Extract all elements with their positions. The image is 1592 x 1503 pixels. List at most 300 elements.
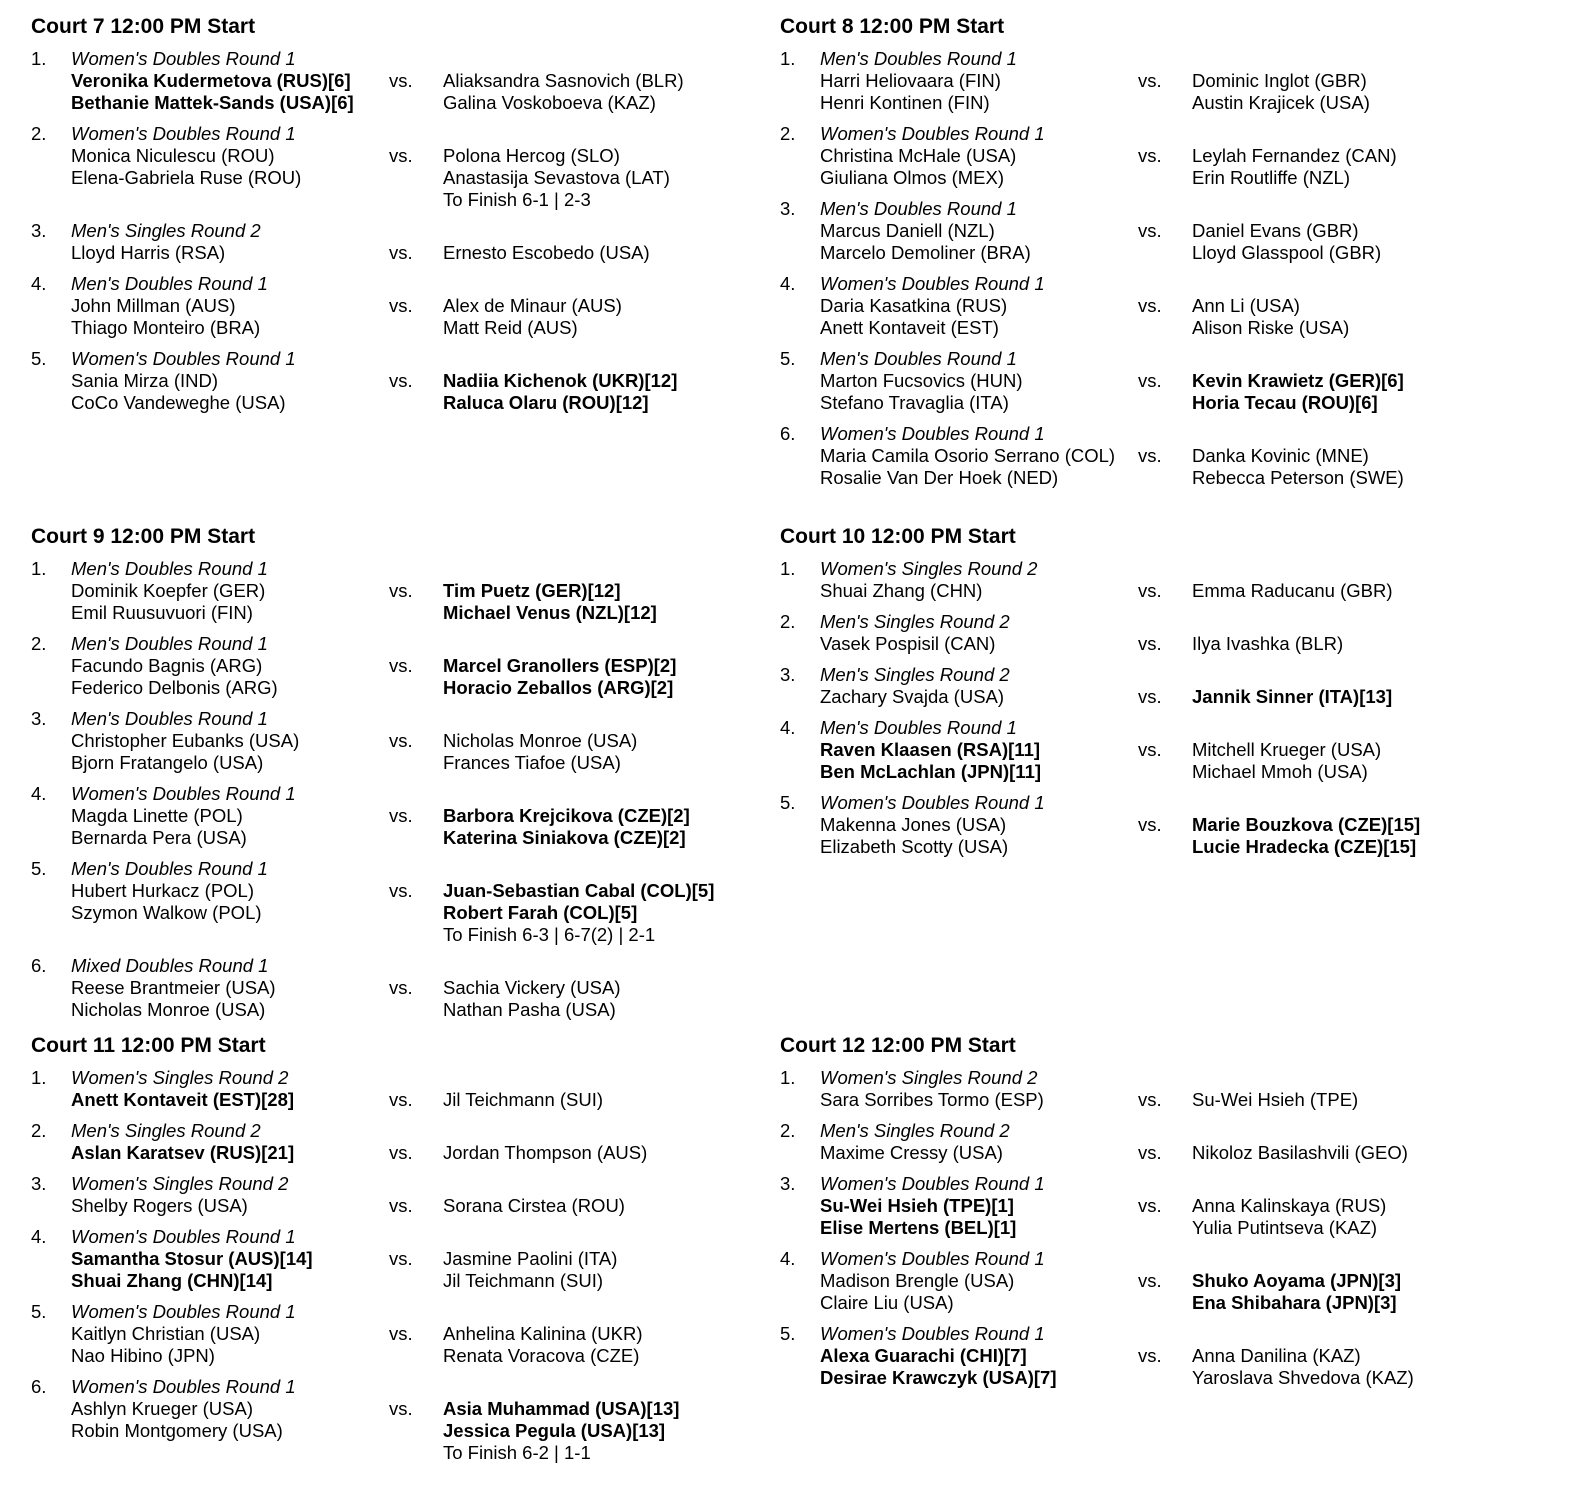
match-entry (31, 558, 791, 624)
match-entry (31, 1376, 791, 1464)
player-name: Yulia Putintseva (KAZ) (1192, 1217, 1378, 1238)
player-name: Barbora Krejcikova (CZE)[2] (443, 805, 690, 826)
team-two (1192, 633, 1343, 655)
player-name: Anett Kontaveit (EST)[28] (71, 1089, 295, 1110)
match-number: 4. (31, 273, 47, 294)
player-name: Vasek Pospisil (CAN) (820, 633, 996, 654)
match-round: Men's Doubles Round 1 (71, 273, 268, 294)
match-round: Women's Doubles Round 1 (820, 1323, 1045, 1344)
versus-label: vs. (389, 145, 413, 166)
team-two (1192, 1345, 1414, 1389)
team-two (443, 1248, 617, 1292)
match-round: Women's Doubles Round 1 (820, 792, 1045, 813)
player-name: Christina McHale (USA) (820, 145, 1017, 166)
player-name: Nao Hibino (JPN) (71, 1345, 215, 1366)
match-number: 3. (31, 1173, 47, 1194)
match-number: 5. (31, 348, 47, 369)
match-entry (780, 123, 1540, 189)
match-number: 4. (780, 717, 796, 738)
player-name: Alex de Minaur (AUS) (443, 295, 622, 316)
player-name: Bernarda Pera (USA) (71, 827, 247, 848)
team-one (820, 580, 982, 602)
player-name: Jannik Sinner (ITA)[13] (1192, 686, 1393, 707)
match-entry (31, 1226, 791, 1292)
team-two (1192, 580, 1392, 602)
match-entry (31, 783, 791, 849)
player-name: Leylah Fernandez (CAN) (1192, 145, 1397, 166)
player-name: Michael Mmoh (USA) (1192, 761, 1368, 782)
team-one (71, 1248, 313, 1292)
player-name: Marcelo Demoliner (BRA) (820, 242, 1031, 263)
versus-label: vs. (1138, 1142, 1162, 1163)
team-two (443, 730, 637, 774)
match-round: Men's Doubles Round 1 (820, 198, 1017, 219)
player-name: Claire Liu (USA) (820, 1292, 954, 1313)
match-number: 1. (31, 558, 47, 579)
team-two (443, 145, 670, 211)
player-name: Sachia Vickery (USA) (443, 977, 621, 998)
player-name: Erin Routliffe (NZL) (1192, 167, 1350, 188)
player-name: Ann Li (USA) (1192, 295, 1300, 316)
match-entry (780, 198, 1540, 264)
player-name: Stefano Travaglia (ITA) (820, 392, 1009, 413)
player-name: Maxime Cressy (USA) (820, 1142, 1003, 1163)
team-two (1192, 445, 1404, 489)
versus-label: vs. (389, 1248, 413, 1269)
match-round: Men's Singles Round 2 (820, 664, 1010, 685)
match-entry (780, 611, 1540, 655)
match-number: 6. (31, 955, 47, 976)
player-name: Marie Bouzkova (CZE)[15] (1192, 814, 1421, 835)
match-entry (31, 1301, 791, 1367)
player-name: Tim Puetz (GER)[12] (443, 580, 621, 601)
match-entry (31, 273, 791, 339)
team-one (820, 1195, 1016, 1239)
match-number: 1. (780, 1067, 796, 1088)
match-entry (31, 123, 791, 211)
team-one (71, 1195, 248, 1217)
versus-label: vs. (389, 580, 413, 601)
match-round: Women's Doubles Round 1 (71, 783, 296, 804)
team-two (1192, 1089, 1358, 1111)
match-round: Women's Singles Round 2 (71, 1067, 289, 1088)
player-name: Hubert Hurkacz (POL) (71, 880, 254, 901)
team-two (1192, 1195, 1386, 1239)
match-number: 2. (780, 1120, 796, 1141)
team-one (820, 145, 1016, 189)
player-name: Daniel Evans (GBR) (1192, 220, 1359, 241)
match-round: Women's Doubles Round 1 (820, 273, 1045, 294)
player-name: Jasmine Paolini (ITA) (443, 1248, 618, 1269)
match-round: Men's Doubles Round 1 (71, 858, 268, 879)
player-name: Sania Mirza (IND) (71, 370, 218, 391)
match-round: Mixed Doubles Round 1 (71, 955, 269, 976)
player-name: Su-Wei Hsieh (TPE) (1192, 1089, 1359, 1110)
match-number: 3. (780, 198, 796, 219)
match-number: 5. (780, 348, 796, 369)
team-one (820, 1089, 1044, 1111)
match-entry (780, 717, 1540, 783)
versus-label: vs. (389, 1089, 413, 1110)
versus-label: vs. (1138, 633, 1162, 654)
player-name: Marcel Granollers (ESP)[2] (443, 655, 677, 676)
match-round: Women's Doubles Round 1 (71, 1226, 296, 1247)
match-entry (31, 220, 791, 264)
team-two (1192, 739, 1381, 783)
match-entry (780, 1323, 1540, 1389)
player-name: Frances Tiafoe (USA) (443, 752, 621, 773)
versus-label: vs. (1138, 220, 1162, 241)
court-block (780, 1034, 1540, 1398)
versus-label: vs. (389, 1323, 413, 1344)
court-block (780, 525, 1540, 867)
versus-label: vs. (389, 1195, 413, 1216)
player-name: Sorana Cirstea (ROU) (443, 1195, 625, 1216)
match-entry (780, 423, 1540, 489)
team-one (820, 220, 1031, 264)
team-one (71, 370, 286, 414)
player-name: Nadiia Kichenok (UKR)[12] (443, 370, 678, 391)
player-name: Mitchell Krueger (USA) (1192, 739, 1382, 760)
player-name: Marton Fucsovics (HUN) (820, 370, 1023, 391)
player-name: Lucie Hradecka (CZE)[15] (1192, 836, 1417, 857)
team-two (1192, 370, 1404, 414)
player-name: Aliaksandra Sasnovich (BLR) (443, 70, 684, 91)
player-name: Raven Klaasen (RSA)[11] (820, 739, 1041, 760)
match-entry (780, 664, 1540, 708)
player-name: Kevin Krawietz (GER)[6] (1192, 370, 1404, 391)
versus-label: vs. (1138, 686, 1162, 707)
court-title: Court 12 12:00 PM Start (780, 1034, 1016, 1057)
player-name: Nikoloz Basilashvili (GEO) (1192, 1142, 1408, 1163)
player-name: Anna Danilina (KAZ) (1192, 1345, 1361, 1366)
match-entry (31, 348, 791, 414)
match-number: 6. (31, 1376, 47, 1397)
match-round: Men's Doubles Round 1 (820, 348, 1017, 369)
player-name: Su-Wei Hsieh (TPE)[1] (820, 1195, 1014, 1216)
player-name: Jordan Thompson (AUS) (443, 1142, 648, 1163)
versus-label: vs. (389, 70, 413, 91)
match-round: Women's Doubles Round 1 (71, 48, 296, 69)
match-number: 4. (780, 273, 796, 294)
court-title: Court 7 12:00 PM Start (31, 15, 256, 38)
match-entry (780, 1067, 1540, 1111)
team-one (71, 242, 225, 264)
match-round: Women's Doubles Round 1 (71, 123, 296, 144)
team-two (443, 1398, 679, 1464)
match-round: Women's Doubles Round 1 (71, 1376, 296, 1397)
match-status-note: To Finish 6-2 | 1-1 (443, 1442, 591, 1463)
match-round: Women's Doubles Round 1 (820, 1173, 1045, 1194)
court-title: Court 10 12:00 PM Start (780, 525, 1016, 548)
match-number: 3. (780, 664, 796, 685)
match-number: 2. (31, 123, 47, 144)
team-two (1192, 295, 1349, 339)
player-name: Juan-Sebastian Cabal (COL)[5] (443, 880, 715, 901)
match-round: Men's Doubles Round 1 (71, 708, 268, 729)
player-name: Anhelina Kalinina (UKR) (443, 1323, 643, 1344)
player-name: Raluca Olaru (ROU)[12] (443, 392, 649, 413)
player-name: CoCo Vandeweghe (USA) (71, 392, 286, 413)
player-name: Matt Reid (AUS) (443, 317, 578, 338)
team-two (1192, 145, 1397, 189)
match-round: Women's Doubles Round 1 (71, 348, 296, 369)
player-name: Shelby Rogers (USA) (71, 1195, 248, 1216)
match-round: Men's Doubles Round 1 (71, 633, 268, 654)
team-two (443, 370, 677, 414)
versus-label: vs. (1138, 370, 1162, 391)
versus-label: vs. (389, 370, 413, 391)
versus-label: vs. (389, 655, 413, 676)
team-two (443, 1089, 603, 1111)
match-number: 6. (780, 423, 796, 444)
match-entry (31, 1067, 791, 1111)
court-block (31, 15, 791, 423)
player-name: Ilya Ivashka (BLR) (1192, 633, 1344, 654)
match-round: Men's Singles Round 2 (71, 1120, 261, 1141)
team-two (443, 655, 676, 699)
versus-label: vs. (1138, 70, 1162, 91)
match-round: Men's Doubles Round 1 (820, 717, 1017, 738)
player-name: Jessica Pegula (USA)[13] (443, 1420, 666, 1441)
court-block (31, 525, 791, 1030)
team-two (443, 880, 714, 946)
versus-label: vs. (389, 1142, 413, 1163)
match-status-note: To Finish 6-1 | 2-3 (443, 189, 591, 210)
match-number: 3. (31, 220, 47, 241)
versus-label: vs. (389, 1398, 413, 1419)
team-two (1192, 814, 1420, 858)
team-two (443, 580, 657, 624)
versus-label: vs. (389, 805, 413, 826)
team-two (1192, 220, 1381, 264)
match-entry (780, 792, 1540, 858)
match-entry (31, 858, 791, 946)
versus-label: vs. (1138, 445, 1162, 466)
player-name: Madison Brengle (USA) (820, 1270, 1015, 1291)
match-number: 1. (31, 48, 47, 69)
team-one (820, 370, 1023, 414)
player-name: Magda Linette (POL) (71, 805, 243, 826)
team-two (443, 295, 622, 339)
versus-label: vs. (1138, 295, 1162, 316)
team-one (820, 1142, 1003, 1164)
player-name: Jil Teichmann (SUI) (443, 1270, 604, 1291)
versus-label: vs. (1138, 1345, 1162, 1366)
versus-label: vs. (1138, 739, 1162, 760)
player-name: Thiago Monteiro (BRA) (71, 317, 261, 338)
player-name: Jil Teichmann (SUI) (443, 1089, 604, 1110)
player-name: Marcus Daniell (NZL) (820, 220, 995, 241)
match-entry (31, 48, 791, 114)
match-round: Men's Doubles Round 1 (71, 558, 268, 579)
player-name: Samantha Stosur (AUS)[14] (71, 1248, 313, 1269)
player-name: Ben McLachlan (JPN)[11] (820, 761, 1042, 782)
match-round: Men's Singles Round 2 (71, 220, 261, 241)
player-name: Aslan Karatsev (RUS)[21] (71, 1142, 295, 1163)
team-one (71, 655, 278, 699)
match-entry (780, 1248, 1540, 1314)
match-number: 3. (780, 1173, 796, 1194)
player-name: Horia Tecau (ROU)[6] (1192, 392, 1378, 413)
team-one (71, 1142, 294, 1164)
match-round: Women's Singles Round 2 (820, 1067, 1038, 1088)
player-name: Elise Mertens (BEL)[1] (820, 1217, 1017, 1238)
player-name: Renata Voracova (CZE) (443, 1345, 640, 1366)
player-name: Elizabeth Scotty (USA) (820, 836, 1009, 857)
team-two (443, 1142, 647, 1164)
match-round: Women's Singles Round 2 (71, 1173, 289, 1194)
match-entry (31, 955, 791, 1021)
player-name: Szymon Walkow (POL) (71, 902, 262, 923)
court-block (31, 1034, 791, 1473)
versus-label: vs. (389, 295, 413, 316)
player-name: Galina Voskoboeva (KAZ) (443, 92, 656, 113)
player-name: Zachary Svajda (USA) (820, 686, 1005, 707)
match-number: 2. (31, 1120, 47, 1141)
versus-label: vs. (389, 242, 413, 263)
player-name: Daria Kasatkina (RUS) (820, 295, 1008, 316)
player-name: Robert Farah (COL)[5] (443, 902, 638, 923)
player-name: Harri Heliovaara (FIN) (820, 70, 1001, 91)
player-name: Shuai Zhang (CHN)[14] (71, 1270, 273, 1291)
team-one (71, 70, 354, 114)
match-number: 3. (31, 708, 47, 729)
team-one (71, 295, 260, 339)
match-round: Women's Singles Round 2 (820, 558, 1038, 579)
match-status-note: To Finish 6-3 | 6-7(2) | 2-1 (443, 924, 656, 945)
player-name: Anett Kontaveit (EST) (820, 317, 999, 338)
player-name: Facundo Bagnis (ARG) (71, 655, 263, 676)
match-number: 4. (31, 783, 47, 804)
player-name: Kaitlyn Christian (USA) (71, 1323, 261, 1344)
team-two (1192, 1142, 1408, 1164)
player-name: Giuliana Olmos (MEX) (820, 167, 1005, 188)
player-name: Michael Venus (NZL)[12] (443, 602, 657, 623)
match-entry (780, 1120, 1540, 1164)
team-one (71, 1089, 294, 1111)
versus-label: vs. (1138, 1195, 1162, 1216)
team-one (71, 580, 265, 624)
team-one (820, 1270, 1014, 1314)
player-name: Desirae Krawczyk (USA)[7] (820, 1367, 1057, 1388)
player-name: Alexa Guarachi (CHI)[7] (820, 1345, 1027, 1366)
team-two (1192, 686, 1392, 708)
player-name: Robin Montgomery (USA) (71, 1420, 283, 1441)
player-name: Veronika Kudermetova (RUS)[6] (71, 70, 351, 91)
match-round: Men's Singles Round 2 (820, 1120, 1010, 1141)
team-one (820, 1345, 1056, 1389)
match-number: 1. (31, 1067, 47, 1088)
versus-label: vs. (1138, 145, 1162, 166)
match-number: 5. (780, 792, 796, 813)
player-name: Monica Niculescu (ROU) (71, 145, 275, 166)
player-name: Nathan Pasha (USA) (443, 999, 616, 1020)
match-number: 2. (31, 633, 47, 654)
match-round: Women's Doubles Round 1 (820, 423, 1045, 444)
player-name: Nicholas Monroe (USA) (443, 730, 638, 751)
match-entry (31, 708, 791, 774)
player-name: Bethanie Mattek-Sands (USA)[6] (71, 92, 354, 113)
match-round: Women's Doubles Round 1 (71, 1301, 296, 1322)
match-round: Men's Doubles Round 1 (820, 48, 1017, 69)
match-number: 2. (780, 611, 796, 632)
player-name: Dominik Koepfer (GER) (71, 580, 266, 601)
team-one (71, 1398, 283, 1442)
versus-label: vs. (1138, 814, 1162, 835)
player-name: Rebecca Peterson (SWE) (1192, 467, 1404, 488)
match-number: 4. (780, 1248, 796, 1269)
court-block (780, 15, 1540, 498)
player-name: Dominic Inglot (GBR) (1192, 70, 1367, 91)
match-round: Men's Singles Round 2 (820, 611, 1010, 632)
team-one (71, 1323, 260, 1367)
match-number: 1. (780, 48, 796, 69)
player-name: Lloyd Harris (RSA) (71, 242, 226, 263)
player-name: Federico Delbonis (ARG) (71, 677, 278, 698)
player-name: Elena-Gabriela Ruse (ROU) (71, 167, 302, 188)
team-one (820, 814, 1008, 858)
player-name: Horacio Zeballos (ARG)[2] (443, 677, 674, 698)
player-name: Yaroslava Shvedova (KAZ) (1192, 1367, 1414, 1388)
player-name: Ernesto Escobedo (USA) (443, 242, 650, 263)
match-round: Women's Doubles Round 1 (820, 123, 1045, 144)
versus-label: vs. (1138, 1270, 1162, 1291)
player-name: Anastasija Sevastova (LAT) (443, 167, 670, 188)
versus-label: vs. (389, 977, 413, 998)
team-one (71, 805, 247, 849)
player-name: Polona Hercog (SLO) (443, 145, 620, 166)
player-name: Bjorn Fratangelo (USA) (71, 752, 264, 773)
match-number: 1. (780, 558, 796, 579)
player-name: John Millman (AUS) (71, 295, 236, 316)
versus-label: vs. (1138, 1089, 1162, 1110)
player-name: Christopher Eubanks (USA) (71, 730, 300, 751)
court-title: Court 11 12:00 PM Start (31, 1034, 266, 1057)
team-one (820, 70, 1001, 114)
versus-label: vs. (1138, 580, 1162, 601)
match-number: 5. (31, 858, 47, 879)
team-one (820, 739, 1041, 783)
versus-label: vs. (389, 730, 413, 751)
player-name: Ena Shibahara (JPN)[3] (1192, 1292, 1397, 1313)
match-number: 5. (780, 1323, 796, 1344)
player-name: Alison Riske (USA) (1192, 317, 1350, 338)
team-two (1192, 1270, 1401, 1314)
player-name: Makenna Jones (USA) (820, 814, 1007, 835)
player-name: Emil Ruusuvuori (FIN) (71, 602, 253, 623)
team-one (71, 977, 276, 1021)
versus-label: vs. (389, 880, 413, 901)
player-name: Austin Krajicek (USA) (1192, 92, 1370, 113)
match-number: 2. (780, 123, 796, 144)
court-title: Court 9 12:00 PM Start (31, 525, 256, 548)
team-one (71, 145, 301, 189)
match-entry (780, 348, 1540, 414)
team-one (820, 686, 1004, 708)
player-name: Katerina Siniakova (CZE)[2] (443, 827, 686, 848)
match-number: 4. (31, 1226, 47, 1247)
team-two (443, 242, 650, 264)
match-entry (780, 48, 1540, 114)
court-title: Court 8 12:00 PM Start (780, 15, 1005, 38)
team-one (820, 633, 995, 655)
team-two (1192, 70, 1370, 114)
team-two (443, 805, 690, 849)
player-name: Lloyd Glasspool (GBR) (1192, 242, 1382, 263)
match-entry (31, 1120, 791, 1164)
player-name: Anna Kalinskaya (RUS) (1192, 1195, 1387, 1216)
